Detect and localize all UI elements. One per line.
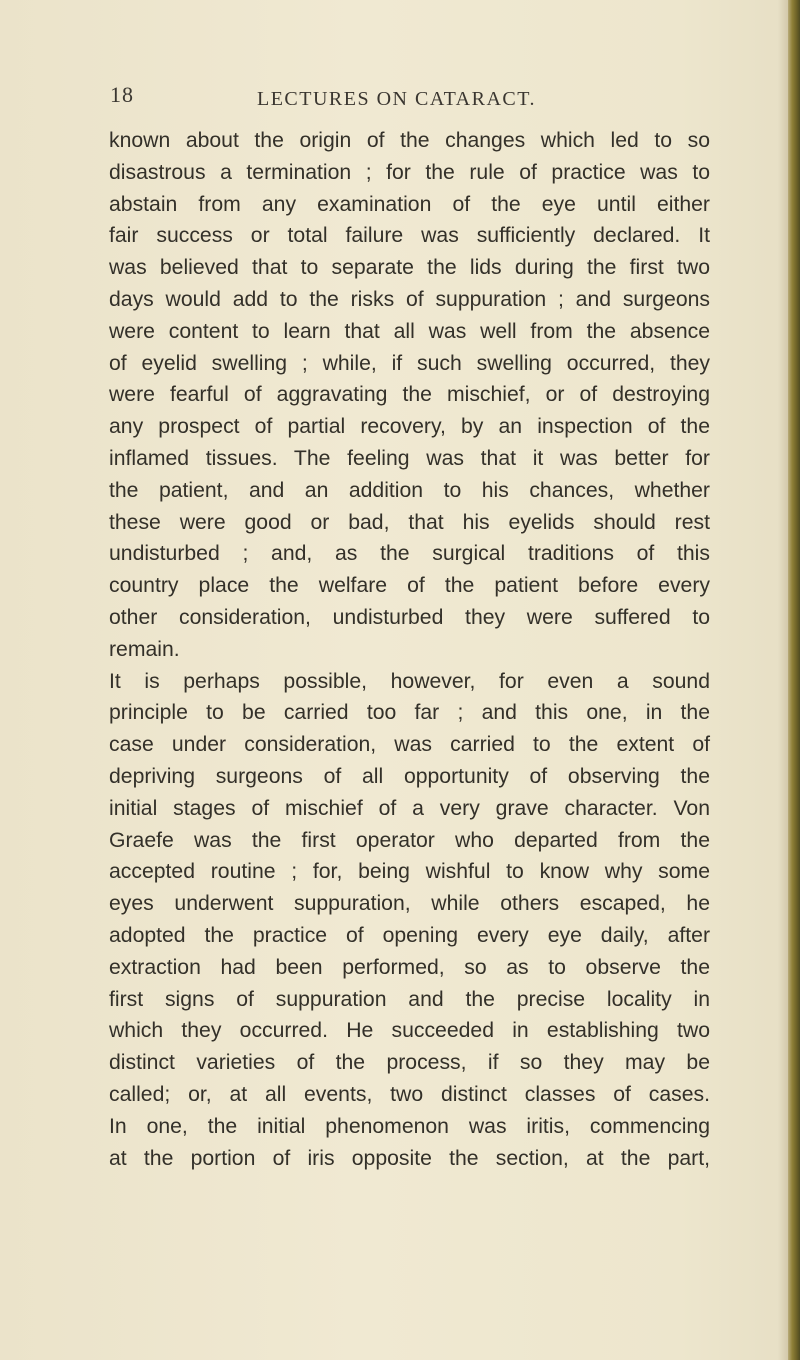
- paragraph-end-line: remain.: [109, 637, 180, 661]
- text-line: principle to be carried too far ; and this one, in the: [109, 701, 710, 725]
- text-line: fair success or total failure was sufficiently declared. It: [109, 224, 710, 248]
- text-line: disastrous a termination ; for the rule of practice was to: [109, 160, 710, 184]
- text-line: first signs of suppuration and the precise locality in: [109, 987, 710, 1011]
- text-line: Graefe was the first operator who departed from the: [109, 828, 710, 852]
- page-number: 18: [110, 82, 134, 107]
- text-line: accepted routine ; for, being wishful to know why some: [109, 860, 710, 884]
- text-line: extraction had been performed, so as to observe the: [109, 955, 710, 979]
- text-line: of eyelid swelling ; while, if such swelling occurred, they: [109, 351, 710, 375]
- text-line: In one, the initial phenomenon was iritis, commencing: [109, 1114, 710, 1138]
- text-line: days would add to the risks of suppuration ; and surgeons: [109, 287, 710, 311]
- running-title: LECTURES ON CATARACT.: [257, 88, 536, 110]
- text-line: abstain from any examination of the eye until either: [109, 192, 710, 216]
- text-line: at the portion of iris opposite the section, at the part,: [109, 1146, 710, 1170]
- text-line: was believed that to separate the lids during the first two: [109, 256, 710, 280]
- text-line: initial stages of mischief of a very grave character. Von: [109, 796, 710, 820]
- text-line: were content to learn that all was well from the absence: [109, 319, 710, 343]
- text-line: called; or, at all events, two distinct classes of cases.: [109, 1082, 710, 1106]
- text-line: It is perhaps possible, however, for even a sound: [109, 669, 710, 693]
- text-line: these were good or bad, that his eyelids should rest: [109, 510, 710, 534]
- text-line: eyes underwent suppuration, while others escaped, he: [109, 892, 710, 916]
- text-line: adopted the practice of opening every eye daily, after: [109, 923, 710, 947]
- text-line: which they occurred. He succeeded in establishing two: [109, 1019, 710, 1043]
- text-line: country place the welfare of the patient before every: [109, 574, 710, 598]
- text-line: inflamed tissues. The feeling was that it was better for: [109, 446, 710, 470]
- page-edge: [788, 0, 800, 1360]
- text-line: other consideration, undisturbed they were suffered to: [109, 605, 710, 629]
- text-line: distinct varieties of the process, if so they may be: [109, 1051, 710, 1075]
- body-text: [109, 125, 710, 1174]
- text-line: known about the origin of the changes which led to so: [109, 129, 710, 152]
- text-line: were fearful of aggravating the mischief, or of destroying: [109, 383, 710, 407]
- running-head: [110, 82, 710, 114]
- page-gutter-shadow: [778, 0, 788, 1360]
- text-line: depriving surgeons of all opportunity of observing the: [109, 764, 710, 788]
- text-line: any prospect of partial recovery, by an inspection of the: [109, 415, 710, 439]
- text-line: the patient, and an addition to his chances, whether: [109, 478, 710, 502]
- text-line: case under consideration, was carried to the extent of: [109, 733, 710, 757]
- text-line: undisturbed ; and, as the surgical traditions of this: [109, 542, 710, 566]
